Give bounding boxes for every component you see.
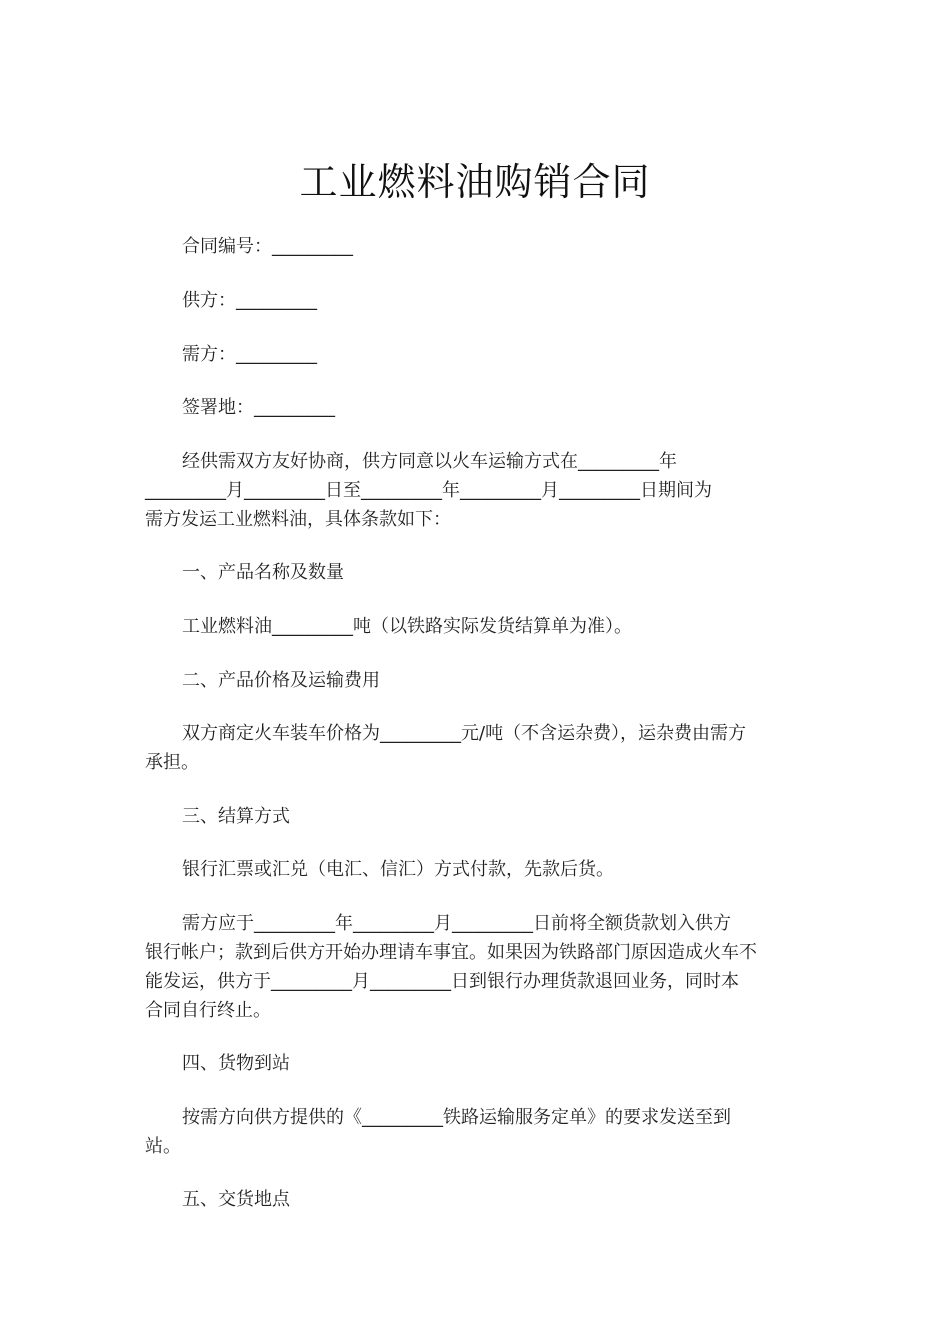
document-title: 工业燃料油购销合同 (299, 160, 651, 204)
intro-paragraph-line-2: _________月_________日至_________年_________月_________日期间为 (145, 480, 712, 501)
section-heading-2: 二、产品价格及运输费用 (182, 670, 380, 691)
signing-place-line: 签署地：_________ (182, 397, 335, 418)
section-2-paragraph-line-2: 承担。 (145, 752, 199, 773)
section-heading-3: 三、结算方式 (182, 806, 290, 827)
contract-number-line: 合同编号：_________ (182, 236, 353, 257)
section-3-paragraph-1: 银行汇票或汇兑（电汇、信汇）方式付款，先款后货。 (182, 859, 614, 880)
section-2-paragraph-line-1: 双方商定火车装车价格为_________元/吨（不含运杂费），运杂费由需方 (182, 723, 747, 744)
section-3-paragraph-2-line-2: 银行帐户；款到后供方开始办理请车事宜。如果因为铁路部门原因造成火车不 (145, 942, 757, 963)
supplier-line: 供方：_________ (182, 290, 317, 311)
section-heading-4: 四、货物到站 (182, 1053, 290, 1074)
intro-paragraph-line-1: 经供需双方友好协商，供方同意以火车运输方式在_________年 (182, 451, 677, 472)
section-3-paragraph-2-line-4: 合同自行终止。 (145, 1000, 271, 1021)
buyer-line: 需方：_________ (182, 344, 317, 365)
section-3-paragraph-2-line-3: 能发运，供方于_________月_________日到银行办理货款退回业务，同时本 (145, 971, 739, 992)
section-heading-5: 五、交货地点 (182, 1189, 290, 1210)
section-4-paragraph-line-1: 按需方向供方提供的《_________铁路运输服务定单》的要求发送至到 (182, 1107, 731, 1128)
section-1-paragraph: 工业燃料油_________吨（以铁路实际发货结算单为准）。 (182, 616, 632, 637)
intro-paragraph-line-3: 需方发运工业燃料油，具体条款如下： (145, 509, 451, 530)
section-4-paragraph-line-2: 站。 (145, 1136, 181, 1157)
section-3-paragraph-2-line-1: 需方应于_________年_________月_________日前将全额货款划入供方 (182, 913, 731, 934)
section-heading-1: 一、产品名称及数量 (182, 562, 344, 583)
